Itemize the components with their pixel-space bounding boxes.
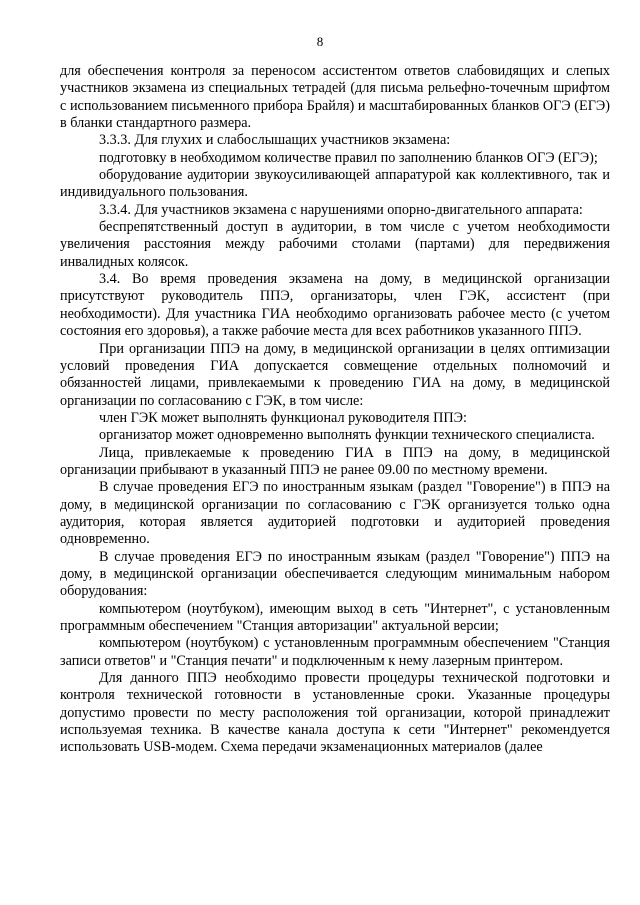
paragraph: организатор может одновременно выполнять функции технического специалиста. (99, 427, 595, 444)
paragraph: компьютером (ноутбуком) с установленным программным обеспечением "Станция записи ответов" и "Станция печати" и подключенным к нему лазерным принтером. (60, 635, 610, 669)
paragraph: 3.4. Во время проведения экзамена на дому, в медицинской организации присутствуют руководитель ППЭ, организаторы, член ГЭК, ассистент (при необходимости). Для участника ГИА необходимо организовать рабочее место (с учетом состояния его здоровья), а также рабочие места для всех работников указанного ППЭ. (60, 271, 610, 340)
paragraph: В случае проведения ЕГЭ по иностранным языкам (раздел "Говорение") ППЭ на дому, в медицинской организации обеспечивается следующим минимальным набором оборудования: (60, 548, 610, 600)
paragraph: компьютером (ноутбуком), имеющим выход в сеть "Интернет", с установленным программным обеспечением "Станция авторизации" актуальной версии; (60, 600, 610, 634)
paragraph: 3.3.4. Для участников экзамена с нарушениями опорно-двигательного аппарата: (99, 201, 583, 218)
document-body (60, 63, 610, 757)
paragraph: При организации ППЭ на дому, в медицинской организации в целях оптимизации условий проведения ГИА допускается совмещение отдельных полномочий и обязанностей лицами, привлекаемыми к проведению ГИА на дому, в медицинской организации по согласованию с ГЭК, в том числе: (60, 340, 610, 409)
paragraph: 3.3.3. Для глухих и слабослышащих участников экзамена: (99, 132, 451, 149)
page-number: 8 (316, 34, 324, 49)
paragraph: член ГЭК может выполнять функционал руководителя ППЭ: (99, 409, 467, 426)
paragraph: Для данного ППЭ необходимо провести процедуры технической подготовки и контроля технической готовности в установленные сроки. Указанные процедуры допустимо провести по месту расположения той организации, которой принадлежит используемая техника. В качестве канала доступа к сети "Интернет" рекомендуется использовать USB-модем. Схема передачи экзаменационных материалов (далее (60, 670, 610, 756)
paragraph: подготовку в необходимом количестве правил по заполнению бланков ОГЭ (ЕГЭ); (99, 149, 598, 166)
paragraph: В случае проведения ЕГЭ по иностранным языкам (раздел "Говорение") в ППЭ на дому, в медицинской организации по согласованию с ГЭК организуется только одна аудитория, которая является аудиторией подготовки и аудиторией проведения одновременно. (60, 479, 610, 548)
paragraph: для обеспечения контроля за переносом ассистентом ответов слабовидящих и слепых участников экзамена из специальных тетрадей (для письма рельефно-точечным шрифтом с использованием письменного прибора Брайля) и масштабированных бланков ОГЭ (ЕГЭ) в бланки стандартного размера. (60, 63, 610, 132)
paragraph: оборудование аудитории звукоусиливающей аппаратурой как коллективного, так и индивидуального пользования. (60, 167, 610, 201)
paragraph: Лица, привлекаемые к проведению ГИА в ППЭ на дому, в медицинской организации прибывают в указанный ППЭ не ранее 09.00 по местному времени. (60, 444, 610, 478)
paragraph: беспрепятственный доступ в аудитории, в том числе с учетом необходимости увеличения расстояния между рабочими столами (партами) для передвижения инвалидных колясок. (60, 219, 610, 270)
